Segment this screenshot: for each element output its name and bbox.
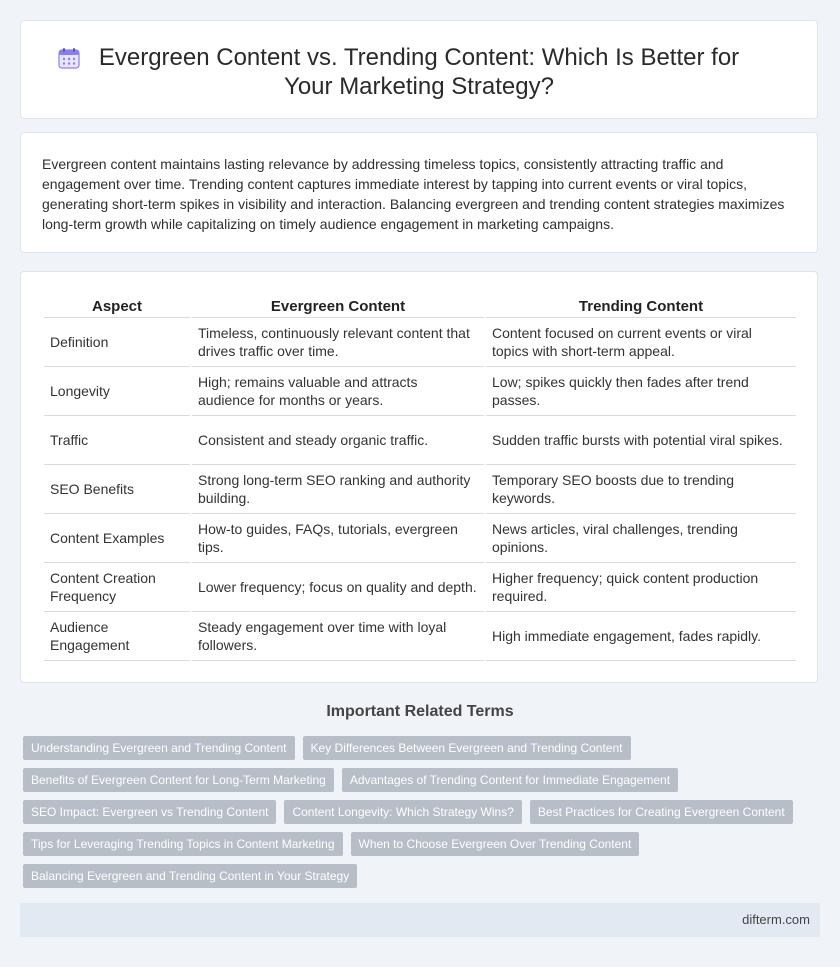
footer-brand[interactable]: difterm.com	[742, 912, 810, 927]
table-row	[44, 416, 796, 465]
evergreen-cell: How-to guides, FAQs, tutorials, evergreen tips.	[192, 514, 484, 563]
trending-cell: High immediate engagement, fades rapidly.	[486, 612, 796, 661]
table-row	[44, 318, 796, 367]
related-term-tag[interactable]: Best Practices for Creating Evergreen Content	[530, 800, 793, 824]
aspect-cell: Content Creation Frequency	[44, 563, 190, 612]
header-evergreen: Evergreen Content	[192, 295, 484, 318]
header-trending: Trending Content	[486, 295, 796, 318]
aspect-cell: Definition	[44, 318, 190, 367]
aspect-cell: SEO Benefits	[44, 465, 190, 514]
evergreen-cell: Consistent and steady organic traffic.	[192, 416, 484, 465]
table-row	[44, 612, 796, 661]
evergreen-cell: High; remains valuable and attracts audience for months or years.	[192, 367, 484, 416]
trending-cell: Sudden traffic bursts with potential viral spikes.	[486, 416, 796, 465]
evergreen-cell: Lower frequency; focus on quality and depth.	[192, 563, 484, 612]
related-term-tag[interactable]: When to Choose Evergreen Over Trending Content	[351, 832, 640, 856]
trending-cell: Temporary SEO boosts due to trending keywords.	[486, 465, 796, 514]
aspect-cell: Audience Engagement	[44, 612, 190, 661]
aspect-cell: Traffic	[44, 416, 190, 465]
related-terms-title: Important Related Terms	[326, 703, 514, 720]
related-term-tag[interactable]: Advantages of Trending Content for Immediate Engagement	[342, 768, 678, 792]
trending-cell: Low; spikes quickly then fades after trend passes.	[486, 367, 796, 416]
trending-cell: News articles, viral challenges, trending opinions.	[486, 514, 796, 563]
comparison-card	[20, 271, 818, 683]
related-term-tag[interactable]: SEO Impact: Evergreen vs Trending Content	[23, 800, 276, 824]
aspect-cell: Longevity	[44, 367, 190, 416]
footer	[20, 903, 820, 937]
intro-paragraph: Evergreen content maintains lasting relevance by addressing timeless topics, consistently attracting traffic and engagement over time. Trending content captures immediate interest by tapping into current events or viral topics, generating short-term spikes in visibility and interaction. Balancing evergreen and trending content strategies maximizes long-term growth while capitalizing on timely audience engagement in marketing campaigns.	[42, 156, 785, 232]
page-title: Evergreen Content vs. Trending Content: Which Is Better for Your Marketing Strategy?	[98, 44, 740, 100]
related-term-tag[interactable]: Benefits of Evergreen Content for Long-Term Marketing	[23, 768, 334, 792]
table-row	[44, 465, 796, 514]
table-row	[44, 514, 796, 563]
trending-cell: Content focused on current events or viral topics with short-term appeal.	[486, 318, 796, 367]
table-row	[44, 563, 796, 612]
related-term-tag[interactable]: Tips for Leveraging Trending Topics in Content Marketing	[23, 832, 343, 856]
table-row	[44, 367, 796, 416]
evergreen-cell: Timeless, continuously relevant content that drives traffic over time.	[192, 318, 484, 367]
title-card	[20, 20, 818, 119]
related-term-tag[interactable]: Balancing Evergreen and Trending Content in Your Strategy	[23, 864, 357, 888]
comparison-table	[42, 295, 798, 661]
related-term-tag[interactable]: Content Longevity: Which Strategy Wins?	[284, 800, 521, 824]
header-aspect: Aspect	[44, 295, 190, 318]
related-terms-list	[23, 736, 813, 888]
related-term-tag[interactable]: Key Differences Between Evergreen and Trending Content	[303, 736, 631, 760]
evergreen-cell: Steady engagement over time with loyal followers.	[192, 612, 484, 661]
aspect-cell: Content Examples	[44, 514, 190, 563]
table-header-row	[44, 295, 796, 318]
related-term-tag[interactable]: Understanding Evergreen and Trending Content	[23, 736, 295, 760]
intro-card	[20, 132, 818, 253]
trending-cell: Higher frequency; quick content production required.	[486, 563, 796, 612]
evergreen-cell: Strong long-term SEO ranking and authority building.	[192, 465, 484, 514]
